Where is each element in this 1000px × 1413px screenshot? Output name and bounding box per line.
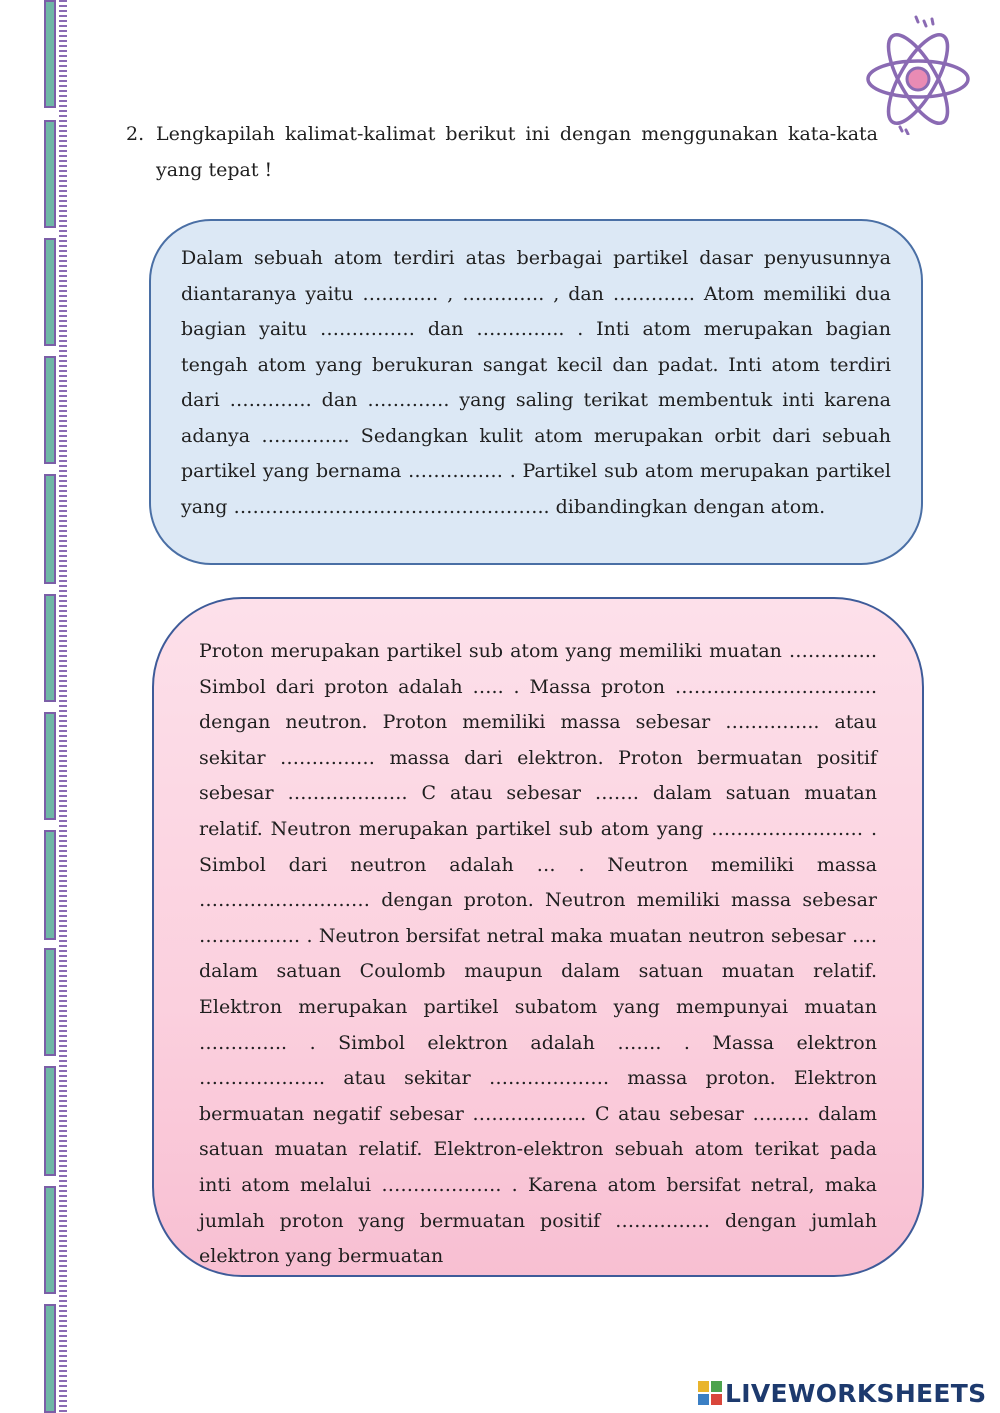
binding-segment [44, 0, 56, 108]
atom-structure-passage [149, 219, 923, 565]
logo-mark-icon [698, 1381, 722, 1405]
binding-segment [44, 594, 56, 702]
atom-icon [862, 15, 974, 135]
binding-segment [44, 830, 56, 940]
subatomic-particles-passage [152, 597, 924, 1277]
question-instruction: Lengkapilah kalimat-kalimat berikut ini dengan menggunakan kata-kata yang tepat ! [156, 123, 878, 181]
binding-segment [44, 948, 56, 1056]
question-2 [126, 116, 878, 188]
binding-segment [44, 238, 56, 346]
page-binding [44, 0, 72, 1413]
binding-segment [44, 1066, 56, 1176]
question-number: 2. [126, 123, 145, 145]
binding-segment [44, 120, 56, 228]
binding-segment [44, 356, 56, 464]
binding-dots [59, 0, 67, 1413]
subatomic-particles-text: Proton merupakan partikel sub atom yang memiliki muatan ………….. Simbol dari proton adalah ….. . Massa proton ………………………….. dengan neutron. Proton memiliki massa sebesar …………... atau sekitar …………… massa dari elektron. Proton bermuatan positif sebesar ………………. C atau sebesar ……. dalam satuan muatan relatif. Neutron merupakan partikel sub atom yang …………………… . Simbol dari neutron adalah … . Neutron memiliki massa ……………………… dengan proton. Neutron memiliki massa sebesar ……………. . Neutron bersifat netral maka muatan neutron sebesar …. dalam satuan Coulomb maupun dalam satuan muatan relatif. Elektron merupakan partikel subatom yang mempunyai muatan ………….. . Simbol elektron adalah ……. . Massa elektron ……………….. atau sekitar ………………. massa proton. Elektron bermuatan negatif sebesar ……………… C atau sebesar ……… dalam satuan muatan relatif. Elektron-elektron sebuah atom terikat pada inti atom melalui ………………. . Karena atom bersifat netral, maka jumlah proton yang bermuatan positif …………… dengan jumlah elektron yang bermuatan [199, 640, 877, 1268]
binding-segment [44, 1186, 56, 1294]
atom-structure-text: Dalam sebuah atom terdiri atas berbagai partikel dasar penyusunnya diantaranya yaitu ………… , …………. , dan …………. Atom memiliki dua bagian yaitu …………… dan ………….. . Inti atom merupakan bagian tengah atom yang berukuran sangat kecil dan padat. Inti atom terdiri dari …………. dan …………. yang saling terikat membentuk inti karena adanya ………….. Sedangkan kulit atom merupakan orbit dari sebuah partikel yang bernama …………… . Partikel sub atom merupakan partikel yang ………………………………………….. dibandingkan dengan atom. [181, 247, 891, 518]
logo-text: LIVEWORKSHEETS [725, 1378, 987, 1408]
binding-segment [44, 712, 56, 820]
liveworksheets-logo [698, 1378, 986, 1408]
binding-segment [44, 474, 56, 584]
binding-segment [44, 1304, 56, 1413]
